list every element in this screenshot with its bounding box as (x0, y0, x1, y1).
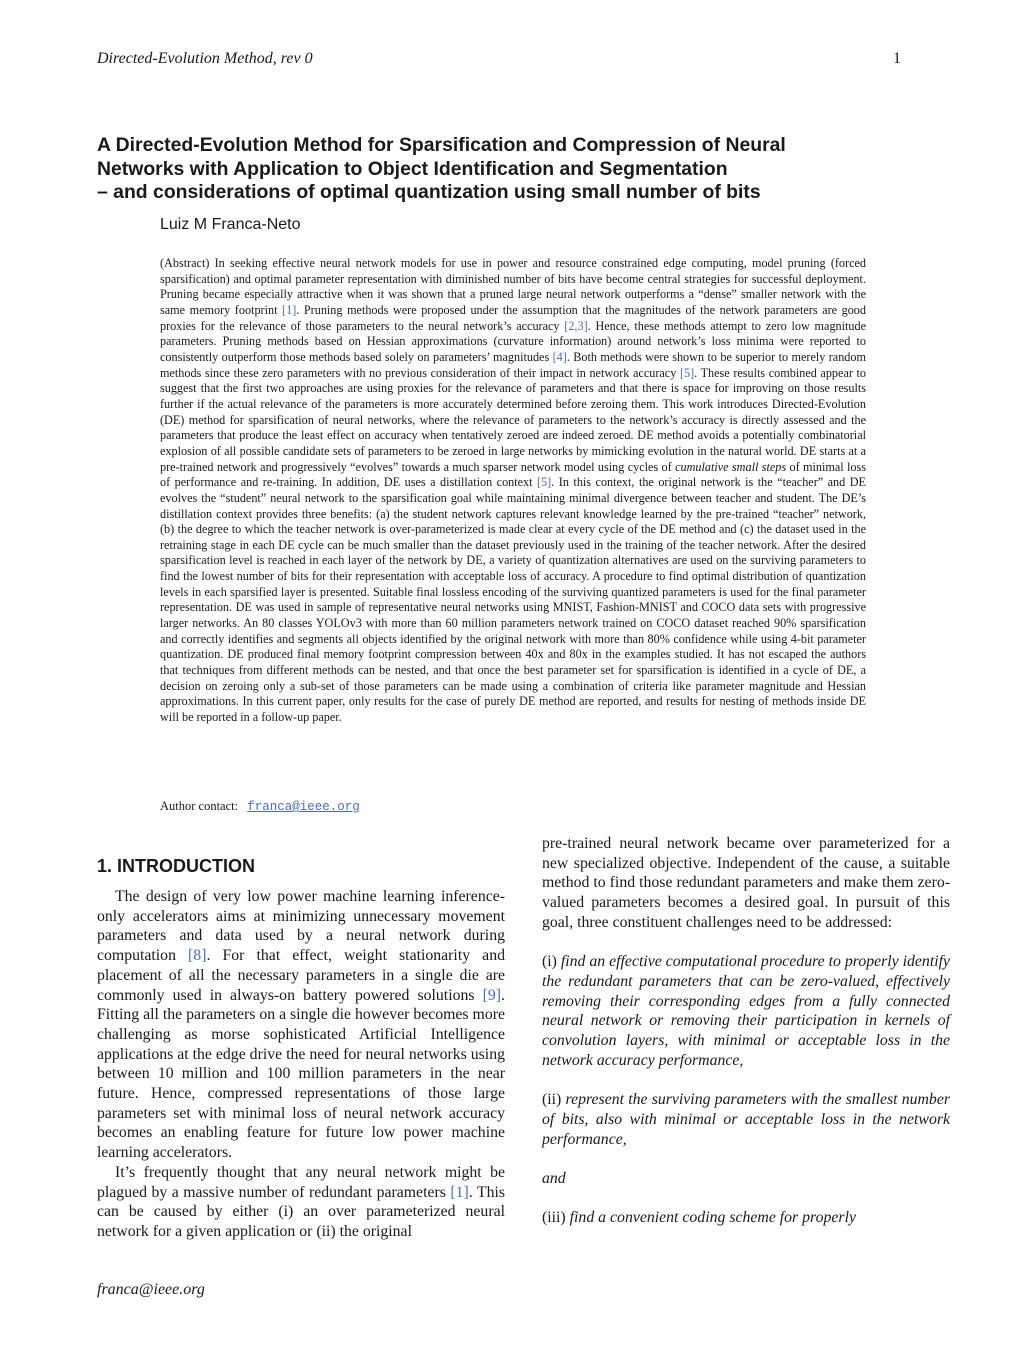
abstract-text: . In this context, the original network is the “teacher” and DE evolves the “student” neural network to the sparsification goal while maintaining minimal divergence between teacher and student. The DE’s distillation context provides three benefits: (a) the student network captures relevant knowledge learned by the pre-trained “teacher” network, (b) the degree to which the teacher network is over-parameterized is made clear at every cycle of the DE method and (c) the dataset used in the retraining stage in each DE cycle can be much smaller than the dataset previously used in the training of the teacher network. After the desired sparsification level is reached in each layer of the network by DE, a variety of quantization alternatives are used on the surviving parameters to find the lowest number of bits for their representation with acceptable loss of accuracy. A procedure to find optimal distribution of quantization levels in each sparsified layer is presented. Suitable final lossless encoding of the surviving quantized parameters is used for the final parameter representation. DE was used in sample of representative neural networks using MNIST, Fashion-MNIST and COCO data sets with progressive larger networks. An 80 classes YOLOv3 with more than 60 million parameters network trained on COCO dataset reached 90% sparsification and correctly identifies and segments all objects identified by the original network with more than 80% confidence while using 4-bit parameter quantization. DE produced final memory footprint compression between 40x and 80x in the examples studied. It has not escaped the authors that techniques from different methods can be nested, and that once the best parameter set for sparsification is identified in a cycle of DE, a decision on zeroing only a sub-set of those parameters can be made using a combination of criteria like parameter magnitude and Hessian approximations. In this current paper, only results for the case of purely DE method are reported, and results for nesting of methods inside DE will be reported in a follow-up paper. (160, 475, 866, 725)
citation-link[interactable]: [1] (450, 1183, 469, 1201)
footer-email: franca@ieee.org (97, 1281, 205, 1298)
intro-paragraph-1 (97, 887, 505, 1163)
section-heading-introduction: 1. INTRODUCTION (97, 856, 256, 876)
citation-link[interactable]: [1] (282, 302, 297, 317)
left-column (97, 887, 505, 1242)
body-text: It’s frequently thought that any neural network might be plagued by a massive number of redundant parameters (97, 1163, 505, 1201)
abstract-text: . Pruning methods were proposed under the assumption that the magnitudes of the network parameters are good proxies for the relevance of those parameters to the neural network’s accuracy (160, 302, 866, 333)
abstract-text: (Abstract) In seeking effective neural network models for use in power and resource constrained edge computing, model pruning (forced sparsification) and optimal parameter representation with diminished number of bits have become central strategies for successful deployment. Pruning became especially attractive when it was shown that a pruned large neural network outperforms a “dense” smaller network with the same memory footprint (160, 256, 866, 317)
running-head: Directed-Evolution Method, rev 0 (97, 50, 313, 67)
item-label: (iii) (542, 1209, 566, 1227)
citation-link[interactable]: [5] (679, 365, 695, 380)
right-column (542, 834, 950, 1228)
citation-link[interactable]: [5] (537, 475, 552, 490)
abstract (160, 256, 866, 726)
intro-paragraph-3: pre-trained neural network became over parameterized for a new specialized objective. Independent of the cause, a suitable method to find those redundant parameters and make them zero-valued parameters becomes a desired goal. In pursuit of this goal, three constituent challenges need to be addressed: (542, 835, 950, 931)
citation-link[interactable]: [9] (482, 986, 502, 1004)
body-text: . This can be caused by either (i) an over parameterized neural network for a given application or (ii) the original (97, 1183, 506, 1240)
title-line-1: A Directed-Evolution Method for Sparsification and Compression of Neural (97, 134, 786, 156)
challenge-item-3 (542, 1208, 950, 1228)
citation-link[interactable]: [4] (552, 349, 567, 364)
challenge-item-2 (542, 1090, 950, 1149)
contact-email-link[interactable]: franca@ieee.org (247, 800, 360, 814)
conjunction (542, 1169, 950, 1189)
citation-link[interactable]: [2,3] (564, 318, 588, 333)
item-text: find an effective computational procedure to properly identify the redundant parameters that can be zero-valued, effectively removing their corresponding edges from a fully connected neural network or removing their participation in kernels of convolution layers, with minimal or acceptable loss in the network accuracy performance, (542, 953, 950, 1069)
body-text: . Fitting all the parameters on a single die however becomes more challenging as morse sophisticated Artificial Intelligence applications at the edge drive the need for neural networks using between 10 million and 100 million parameters in the near future. Hence, compressed representations of those large parameters set with minimal loss of neural network accuracy becomes an enabling feature for future low power machine learning accelerators. (97, 986, 505, 1162)
abstract-text: . Hence, these methods attempt to zero low magnitude parameters. Pruning methods based on Hessian approximations (curvature information) around network’s loss minima were reported to consistently outperform those methods based solely on parameters’ magnitudes (160, 318, 866, 364)
contact-label: Author contact: (160, 799, 239, 813)
author-contact (160, 799, 360, 814)
body-text: The design of very low power machine learning inference-only accelerators aims at minimizing unnecessary movement parameters and data used by a neural network during computation (97, 888, 505, 965)
page-number: 1 (893, 50, 901, 67)
abstract-text: of minimal loss of performance and re-training. In addition, DE uses a distillation context (160, 459, 866, 490)
challenge-item-1 (542, 952, 950, 1070)
abstract-emphasis: cumulative small steps (675, 459, 787, 474)
item-label: (ii) (542, 1091, 562, 1109)
author-name: Luiz M Franca-Neto (160, 216, 301, 233)
abstract-text: . Both methods were shown to be superior to merely random methods since these zero parameters with no previous consideration of their impact in network accuracy (160, 349, 866, 380)
title-line-3: – and considerations of optimal quantization using small number of bits (97, 181, 761, 203)
and-text: and (542, 1169, 566, 1187)
title-line-2: Networks with Application to Object Identification and Segmentation (97, 157, 728, 180)
paper-title (97, 134, 927, 205)
body-text: . For that effect, weight stationarity and placement of all the necessary parameters in a single die are commonly used in always-on battery powered solutions (97, 947, 505, 1004)
abstract-text: . These results combined appear to suggest that the first two approaches are using proxies for the relevance of parameters and that there is space for improving on those results further if the actual relevance of the parameters is more accurately determined before zeroing them. This work introduces Directed-Evolution (DE) method for sparsification of neural networks, where the relevance of parameters to the network’s accuracy is directly assessed and the parameters that produce the least effect on accuracy when tentatively zeroed are indeed zeroed. DE method avoids a potentially combinatorial explosion of all possible candidate sets of parameters to be zeroed in large networks by mimicking evolution in the natural world. DE starts at a pre-trained network and progressively “evolves” towards a much sparser network model using cycles of (160, 365, 867, 474)
item-label: (i) (542, 953, 557, 971)
item-text: find a convenient coding scheme for properly (569, 1209, 856, 1227)
citation-link[interactable]: [8] (188, 947, 207, 965)
intro-paragraph-2 (97, 1163, 505, 1242)
item-text: represent the surviving parameters with the smallest number of bits, also with minimal or acceptable loss in the network performance, (542, 1091, 950, 1148)
